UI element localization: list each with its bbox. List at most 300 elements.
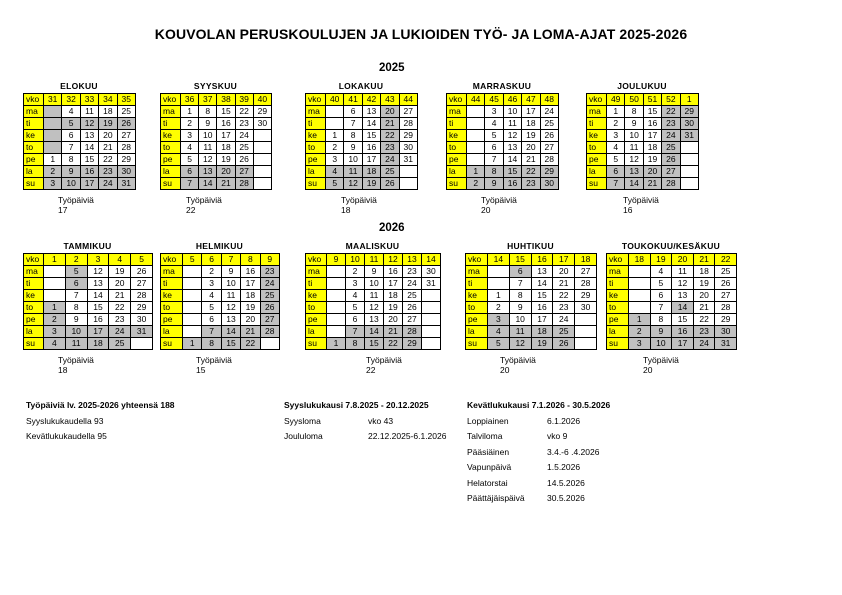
date-cell: 1 bbox=[181, 106, 199, 118]
month-grid bbox=[465, 253, 597, 350]
date-cell: 18 bbox=[87, 338, 109, 350]
date-cell bbox=[399, 178, 417, 190]
date-cell: 12 bbox=[80, 118, 98, 130]
date-cell: 6 bbox=[485, 142, 503, 154]
date-cell: 17 bbox=[241, 278, 260, 290]
month-name: HELMIKUU bbox=[195, 241, 244, 251]
date-cell: 13 bbox=[672, 290, 694, 302]
date-cell: 27 bbox=[403, 314, 422, 326]
date-cell: 20 bbox=[643, 166, 661, 178]
date-cell: 17 bbox=[87, 326, 109, 338]
date-cell: 19 bbox=[109, 266, 131, 278]
date-cell: 11 bbox=[365, 290, 384, 302]
weekday-label-cell: su bbox=[466, 338, 488, 350]
date-cell: 11 bbox=[65, 338, 87, 350]
date-cell: 27 bbox=[117, 130, 135, 142]
date-cell: 22 bbox=[693, 314, 715, 326]
week-number-cell: 44 bbox=[467, 94, 485, 106]
date-cell: 10 bbox=[650, 338, 672, 350]
workdays-count: Työpäiviä 20 bbox=[643, 355, 679, 375]
date-cell: 8 bbox=[346, 338, 365, 350]
date-cell: 12 bbox=[509, 338, 531, 350]
week-number-cell: 31 bbox=[44, 94, 62, 106]
date-cell: 3 bbox=[488, 314, 510, 326]
spring-row-label: Pääsiäinen bbox=[467, 446, 510, 457]
weekday-label-cell: su bbox=[306, 338, 327, 350]
date-cell: 8 bbox=[199, 106, 217, 118]
date-cell bbox=[467, 130, 485, 142]
date-cell bbox=[422, 326, 441, 338]
date-cell: 29 bbox=[117, 154, 135, 166]
weekday-label-cell: pe bbox=[447, 154, 467, 166]
date-cell: 5 bbox=[607, 154, 625, 166]
week-number-cell: 37 bbox=[199, 94, 217, 106]
date-cell: 23 bbox=[260, 266, 279, 278]
date-cell: 12 bbox=[87, 266, 109, 278]
weekday-label-cell: ke bbox=[161, 290, 183, 302]
date-cell: 26 bbox=[235, 154, 253, 166]
date-cell: 24 bbox=[662, 130, 680, 142]
week-number-cell: 33 bbox=[80, 94, 98, 106]
date-cell bbox=[629, 266, 651, 278]
date-cell: 9 bbox=[509, 302, 531, 314]
date-cell: 26 bbox=[662, 154, 680, 166]
date-cell: 9 bbox=[344, 142, 362, 154]
week-number-cell: 17 bbox=[553, 254, 575, 266]
date-cell: 1 bbox=[327, 338, 346, 350]
week-number-cell: 46 bbox=[503, 94, 521, 106]
week-number-cell: 40 bbox=[253, 94, 271, 106]
date-cell: 21 bbox=[384, 326, 403, 338]
weekday-label-cell: la bbox=[306, 166, 326, 178]
date-cell: 29 bbox=[399, 130, 417, 142]
date-cell: 18 bbox=[241, 290, 260, 302]
week-number-cell: 16 bbox=[531, 254, 553, 266]
month-name: TOUKOKUU/KESÄKUU bbox=[621, 241, 721, 251]
week-label-cell: vko bbox=[24, 94, 44, 106]
date-cell bbox=[575, 338, 597, 350]
date-cell: 27 bbox=[662, 166, 680, 178]
date-cell: 3 bbox=[629, 338, 651, 350]
date-cell: 31 bbox=[680, 130, 698, 142]
month-grid bbox=[305, 253, 441, 350]
week-number-cell: 45 bbox=[485, 94, 503, 106]
date-cell: 15 bbox=[672, 314, 694, 326]
date-cell: 14 bbox=[625, 178, 643, 190]
weekday-label-cell: ma bbox=[306, 266, 327, 278]
date-cell bbox=[575, 326, 597, 338]
date-cell: 2 bbox=[326, 142, 344, 154]
date-cell bbox=[467, 106, 485, 118]
date-cell: 10 bbox=[221, 278, 240, 290]
date-cell: 21 bbox=[241, 326, 260, 338]
date-cell bbox=[327, 278, 346, 290]
date-cell: 27 bbox=[399, 106, 417, 118]
date-cell: 2 bbox=[629, 326, 651, 338]
date-cell: 11 bbox=[503, 118, 521, 130]
date-cell: 7 bbox=[181, 178, 199, 190]
spring-row-label: Helatorstai bbox=[467, 477, 508, 488]
date-cell: 12 bbox=[625, 154, 643, 166]
date-cell: 10 bbox=[344, 154, 362, 166]
weekday-label-cell: ti bbox=[306, 278, 327, 290]
date-cell: 1 bbox=[44, 154, 62, 166]
date-cell: 11 bbox=[672, 266, 694, 278]
date-cell: 25 bbox=[109, 338, 131, 350]
date-cell: 13 bbox=[221, 314, 240, 326]
date-cell: 2 bbox=[346, 266, 365, 278]
date-cell: 23 bbox=[553, 302, 575, 314]
date-cell: 14 bbox=[80, 142, 98, 154]
date-cell: 5 bbox=[485, 130, 503, 142]
weekday-label-cell: ke bbox=[306, 290, 327, 302]
week-number-cell: 38 bbox=[217, 94, 235, 106]
date-cell: 18 bbox=[531, 326, 553, 338]
date-cell: 5 bbox=[650, 278, 672, 290]
date-cell: 30 bbox=[399, 142, 417, 154]
date-cell: 3 bbox=[44, 178, 62, 190]
date-cell bbox=[183, 266, 202, 278]
date-cell: 31 bbox=[422, 278, 441, 290]
spring-row-value: vko 9 bbox=[547, 431, 568, 441]
date-cell: 15 bbox=[362, 130, 380, 142]
spring-row-value: 30.5.2026 bbox=[547, 493, 585, 503]
date-cell: 1 bbox=[488, 290, 510, 302]
date-cell: 6 bbox=[650, 290, 672, 302]
month-grid bbox=[305, 93, 418, 190]
weekday-label-cell: ma bbox=[306, 106, 326, 118]
date-cell: 30 bbox=[715, 326, 737, 338]
week-number-cell: 50 bbox=[625, 94, 643, 106]
date-cell: 17 bbox=[384, 278, 403, 290]
month-name: SYYSKUU bbox=[193, 81, 238, 91]
date-cell: 30 bbox=[422, 266, 441, 278]
week-number-cell: 14 bbox=[422, 254, 441, 266]
weekday-label-cell: to bbox=[306, 142, 326, 154]
date-cell: 19 bbox=[99, 118, 117, 130]
weekday-label-cell: la bbox=[161, 166, 181, 178]
weekday-label-cell: su bbox=[24, 178, 44, 190]
date-cell: 21 bbox=[522, 154, 540, 166]
date-cell: 21 bbox=[217, 178, 235, 190]
date-cell: 28 bbox=[399, 118, 417, 130]
weekday-label-cell: la bbox=[587, 166, 607, 178]
date-cell: 7 bbox=[65, 290, 87, 302]
date-cell: 18 bbox=[99, 106, 117, 118]
workdays-count: Työpäiviä 18 bbox=[58, 355, 94, 375]
weekday-label-cell: ke bbox=[447, 130, 467, 142]
date-cell: 14 bbox=[199, 178, 217, 190]
date-cell: 15 bbox=[365, 338, 384, 350]
date-cell: 5 bbox=[488, 338, 510, 350]
date-cell: 7 bbox=[346, 326, 365, 338]
date-cell: 19 bbox=[531, 338, 553, 350]
date-cell: 22 bbox=[522, 166, 540, 178]
date-cell: 30 bbox=[131, 314, 153, 326]
workdays-count: Työpäiviä 16 bbox=[623, 195, 659, 215]
date-cell: 18 bbox=[693, 266, 715, 278]
date-cell bbox=[327, 326, 346, 338]
date-cell: 26 bbox=[540, 130, 558, 142]
week-number-cell: 12 bbox=[384, 254, 403, 266]
weekday-label-cell: ti bbox=[24, 118, 44, 130]
week-number-cell: 18 bbox=[575, 254, 597, 266]
date-cell: 31 bbox=[117, 178, 135, 190]
date-cell: 14 bbox=[365, 326, 384, 338]
date-cell bbox=[44, 266, 66, 278]
date-cell: 6 bbox=[509, 266, 531, 278]
weekday-label-cell: ti bbox=[161, 278, 183, 290]
date-cell: 14 bbox=[531, 278, 553, 290]
weekday-label-cell: ti bbox=[466, 278, 488, 290]
date-cell: 23 bbox=[662, 118, 680, 130]
date-cell: 25 bbox=[715, 266, 737, 278]
month-grid bbox=[446, 93, 559, 190]
weekday-label-cell: la bbox=[306, 326, 327, 338]
date-cell: 12 bbox=[221, 302, 240, 314]
weekday-label-cell: ma bbox=[587, 106, 607, 118]
date-cell: 7 bbox=[650, 302, 672, 314]
weekday-label-cell: ma bbox=[161, 106, 181, 118]
month-grid bbox=[606, 253, 737, 350]
summary-block bbox=[26, 400, 276, 447]
date-cell: 10 bbox=[365, 278, 384, 290]
date-cell: 25 bbox=[540, 118, 558, 130]
week-number-cell: 8 bbox=[241, 254, 260, 266]
date-cell: 2 bbox=[44, 314, 66, 326]
date-cell: 26 bbox=[131, 266, 153, 278]
date-cell bbox=[680, 154, 698, 166]
date-cell: 8 bbox=[344, 130, 362, 142]
date-cell: 22 bbox=[241, 338, 260, 350]
date-cell: 28 bbox=[131, 290, 153, 302]
date-cell bbox=[467, 154, 485, 166]
date-cell: 10 bbox=[625, 130, 643, 142]
week-label-cell: vko bbox=[161, 94, 181, 106]
date-cell: 23 bbox=[522, 178, 540, 190]
weekday-label-cell: su bbox=[161, 178, 181, 190]
date-cell: 3 bbox=[326, 154, 344, 166]
date-cell bbox=[680, 142, 698, 154]
date-cell bbox=[422, 302, 441, 314]
date-cell: 5 bbox=[326, 178, 344, 190]
weekday-label-cell: ke bbox=[306, 130, 326, 142]
date-cell: 1 bbox=[183, 338, 202, 350]
date-cell: 30 bbox=[680, 118, 698, 130]
month-grid bbox=[23, 93, 136, 190]
date-cell: 11 bbox=[199, 142, 217, 154]
date-cell: 9 bbox=[221, 266, 240, 278]
weekday-label-cell: ke bbox=[607, 290, 629, 302]
date-cell: 26 bbox=[260, 302, 279, 314]
weekday-label-cell: to bbox=[447, 142, 467, 154]
date-cell: 13 bbox=[531, 266, 553, 278]
weekday-label-cell: la bbox=[161, 326, 183, 338]
month-name: JOULUKUU bbox=[617, 81, 667, 91]
date-cell bbox=[629, 290, 651, 302]
date-cell: 25 bbox=[117, 106, 135, 118]
spring-row-value: 1.5.2026 bbox=[547, 462, 581, 472]
weekday-label-cell: to bbox=[587, 142, 607, 154]
date-cell: 19 bbox=[693, 278, 715, 290]
date-cell: 16 bbox=[672, 326, 694, 338]
date-cell: 17 bbox=[522, 106, 540, 118]
date-cell bbox=[680, 166, 698, 178]
date-cell: 17 bbox=[531, 314, 553, 326]
weekday-label-cell: ti bbox=[447, 118, 467, 130]
date-cell: 9 bbox=[62, 166, 80, 178]
date-cell: 1 bbox=[326, 130, 344, 142]
date-cell: 22 bbox=[381, 130, 399, 142]
date-cell: 24 bbox=[235, 130, 253, 142]
date-cell bbox=[467, 142, 485, 154]
date-cell: 7 bbox=[62, 142, 80, 154]
date-cell: 16 bbox=[643, 118, 661, 130]
weekday-label-cell: pe bbox=[587, 154, 607, 166]
date-cell: 31 bbox=[399, 154, 417, 166]
date-cell: 13 bbox=[365, 314, 384, 326]
date-cell: 14 bbox=[672, 302, 694, 314]
weekday-label-cell: pe bbox=[24, 314, 44, 326]
date-cell: 15 bbox=[531, 290, 553, 302]
date-cell: 7 bbox=[344, 118, 362, 130]
weekday-label-cell: su bbox=[587, 178, 607, 190]
date-cell: 23 bbox=[693, 326, 715, 338]
date-cell: 7 bbox=[509, 278, 531, 290]
month-name: HUHTIKUU bbox=[507, 241, 554, 251]
date-cell: 5 bbox=[181, 154, 199, 166]
date-cell: 25 bbox=[662, 142, 680, 154]
date-cell: 29 bbox=[540, 166, 558, 178]
date-cell: 30 bbox=[117, 166, 135, 178]
date-cell: 13 bbox=[625, 166, 643, 178]
date-cell: 2 bbox=[467, 178, 485, 190]
week-number-cell: 9 bbox=[260, 254, 279, 266]
week-number-cell: 1 bbox=[680, 94, 698, 106]
weekday-label-cell: ke bbox=[466, 290, 488, 302]
week-number-cell: 39 bbox=[235, 94, 253, 106]
date-cell: 6 bbox=[202, 314, 221, 326]
date-cell: 9 bbox=[365, 266, 384, 278]
date-cell bbox=[253, 166, 271, 178]
date-cell bbox=[253, 142, 271, 154]
date-cell: 30 bbox=[575, 302, 597, 314]
date-cell: 8 bbox=[65, 302, 87, 314]
date-cell bbox=[183, 326, 202, 338]
week-number-cell: 9 bbox=[327, 254, 346, 266]
date-cell: 4 bbox=[485, 118, 503, 130]
date-cell: 27 bbox=[260, 314, 279, 326]
spring-row-label: Loppiainen bbox=[467, 415, 509, 426]
date-cell: 21 bbox=[553, 278, 575, 290]
week-number-cell: 47 bbox=[522, 94, 540, 106]
date-cell: 2 bbox=[607, 118, 625, 130]
autumn-row-label: Syysloma bbox=[284, 415, 321, 426]
weekday-label-cell: pe bbox=[466, 314, 488, 326]
date-cell: 17 bbox=[362, 154, 380, 166]
date-cell bbox=[467, 118, 485, 130]
date-cell: 8 bbox=[650, 314, 672, 326]
date-cell: 25 bbox=[260, 290, 279, 302]
date-cell: 29 bbox=[403, 338, 422, 350]
workdays-count: Työpäiviä 22 bbox=[186, 195, 222, 215]
date-cell bbox=[44, 130, 62, 142]
date-cell: 21 bbox=[693, 302, 715, 314]
date-cell: 11 bbox=[625, 142, 643, 154]
date-cell: 4 bbox=[202, 290, 221, 302]
date-cell: 9 bbox=[199, 118, 217, 130]
date-cell: 8 bbox=[625, 106, 643, 118]
date-cell: 20 bbox=[522, 142, 540, 154]
weekday-label-cell: ma bbox=[24, 106, 44, 118]
date-cell: 28 bbox=[117, 142, 135, 154]
date-cell: 20 bbox=[99, 130, 117, 142]
date-cell: 4 bbox=[488, 326, 510, 338]
weekday-label-cell: ti bbox=[607, 278, 629, 290]
date-cell: 8 bbox=[509, 290, 531, 302]
date-cell bbox=[326, 118, 344, 130]
date-cell bbox=[44, 278, 66, 290]
week-number-cell: 14 bbox=[488, 254, 510, 266]
date-cell: 9 bbox=[625, 118, 643, 130]
date-cell: 15 bbox=[80, 154, 98, 166]
date-cell: 10 bbox=[509, 314, 531, 326]
date-cell: 7 bbox=[202, 326, 221, 338]
date-cell: 17 bbox=[643, 130, 661, 142]
workdays-count: Työpäiviä 22 bbox=[366, 355, 402, 375]
date-cell: 16 bbox=[384, 266, 403, 278]
date-cell: 31 bbox=[715, 338, 737, 350]
workdays-count: Työpäiviä 18 bbox=[341, 195, 377, 215]
date-cell: 13 bbox=[362, 106, 380, 118]
date-cell bbox=[326, 106, 344, 118]
weekday-label-cell: ke bbox=[587, 130, 607, 142]
weekday-label-cell: la bbox=[447, 166, 467, 178]
date-cell bbox=[183, 302, 202, 314]
date-cell: 11 bbox=[221, 290, 240, 302]
date-cell: 22 bbox=[235, 106, 253, 118]
week-number-cell: 1 bbox=[44, 254, 66, 266]
week-label-cell: vko bbox=[447, 94, 467, 106]
date-cell: 27 bbox=[131, 278, 153, 290]
date-cell bbox=[629, 278, 651, 290]
date-cell: 26 bbox=[117, 118, 135, 130]
date-cell: 21 bbox=[109, 290, 131, 302]
week-number-cell: 18 bbox=[629, 254, 651, 266]
date-cell: 8 bbox=[202, 338, 221, 350]
date-cell: 28 bbox=[715, 302, 737, 314]
week-number-cell: 44 bbox=[399, 94, 417, 106]
date-cell: 25 bbox=[403, 290, 422, 302]
week-number-cell: 13 bbox=[403, 254, 422, 266]
week-number-cell: 42 bbox=[362, 94, 380, 106]
week-number-cell: 19 bbox=[650, 254, 672, 266]
date-cell: 18 bbox=[217, 142, 235, 154]
spring-row-value: 3.4.-6 .4.2026 bbox=[547, 446, 600, 457]
weekday-label-cell: ma bbox=[607, 266, 629, 278]
week-number-cell: 7 bbox=[221, 254, 240, 266]
date-cell: 17 bbox=[217, 130, 235, 142]
date-cell: 14 bbox=[87, 290, 109, 302]
summary-spring: Kevätlukukaudella 95 bbox=[26, 431, 107, 441]
weekday-label-cell: su bbox=[161, 338, 183, 350]
date-cell: 19 bbox=[241, 302, 260, 314]
date-cell bbox=[131, 338, 153, 350]
month-name: MAALISKUU bbox=[345, 241, 400, 251]
week-number-cell: 52 bbox=[662, 94, 680, 106]
date-cell: 16 bbox=[531, 302, 553, 314]
autumn-row-value: vko 43 bbox=[368, 415, 394, 426]
